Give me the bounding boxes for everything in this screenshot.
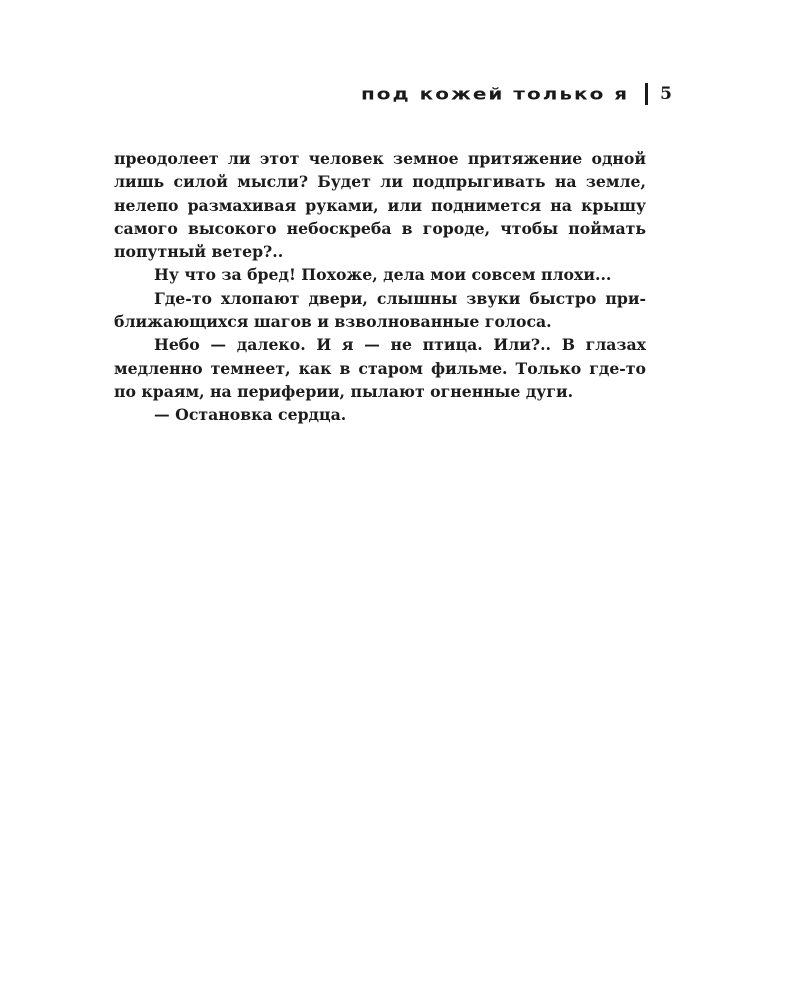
dialogue-line: — Остановка сердца.: [154, 405, 347, 425]
header-divider: [645, 83, 648, 105]
paragraph: Где-то хлопают двери, слышны звуки быстро приближающихся шагов и взволнованные голоса.: [114, 288, 646, 332]
running-header: [361, 80, 672, 108]
paragraph: Небо — далеко. И я — не птица. Или?.. В глазах медленно темнеет, как в старом фильме. Только где-то по краям, на периферии, пылают огненные дуги.: [114, 335, 646, 401]
paragraph: Ну что за бред! Похоже, дела мои совсем плохи...: [154, 265, 612, 285]
page-number: 5: [660, 84, 672, 104]
body-text: [114, 147, 646, 427]
paragraph-continued: преодолеет ли этот человек земное притяжение одной лишь силой мысли? Будет ли подпрыгивать на земле, нелепо размахивая руками, или поднимется на крышу самого высокого небоскреба в городе, чтобы поймать попутный ветер?..: [114, 149, 646, 262]
book-title: под кожей только я: [360, 84, 630, 104]
